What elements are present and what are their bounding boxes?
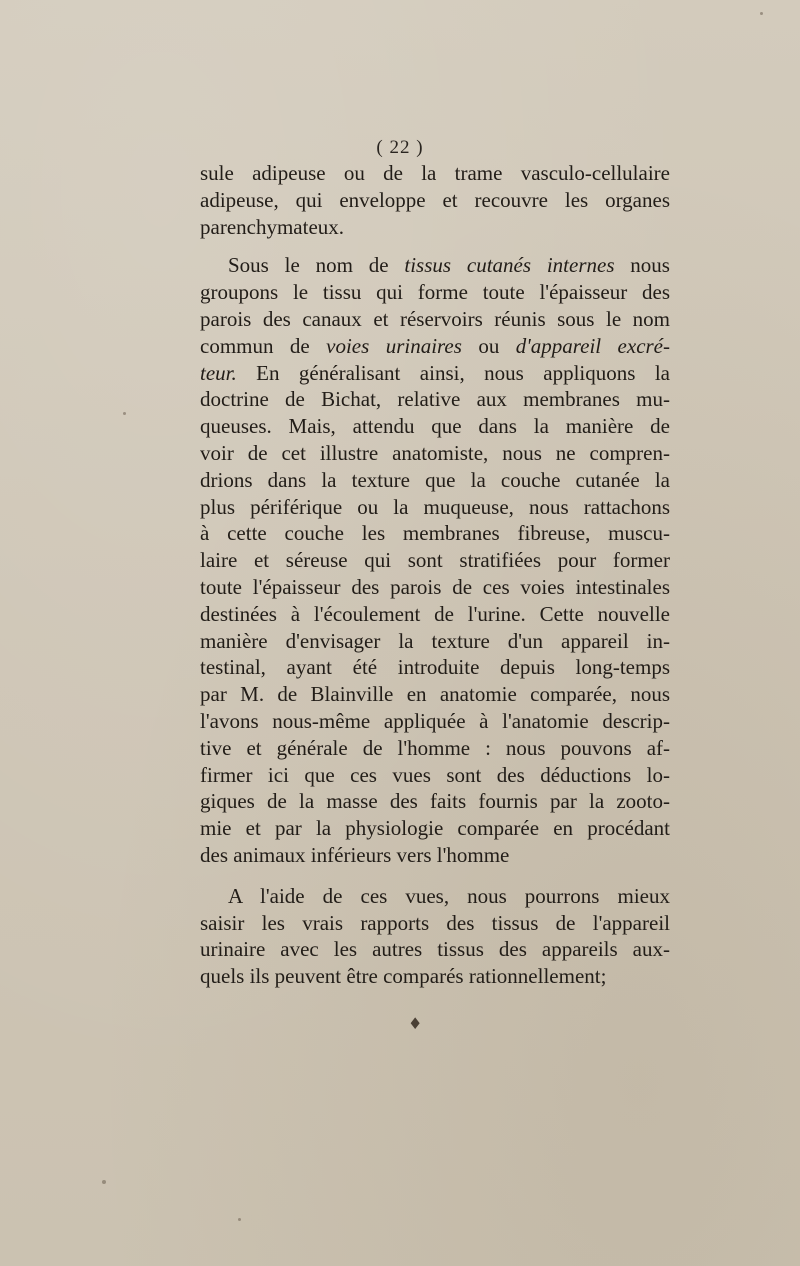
- text-line: teur. En généralisant ainsi, nous appliquons la: [200, 360, 670, 385]
- page-number: ( 22 ): [376, 137, 424, 158]
- text-line: des animaux inférieurs vers l'homme: [200, 842, 510, 867]
- paper-speck: [102, 1180, 106, 1184]
- text-line: Sous le nom de tissus cutanés internes nous: [228, 253, 670, 278]
- italic-term: teur.: [200, 360, 237, 385]
- text-line: giques de la masse des faits fournis par la zooto-: [200, 789, 670, 814]
- text-line: parenchymateux.: [200, 214, 345, 239]
- text-line: laire et séreuse qui sont stratifiées pour former: [200, 548, 670, 573]
- text-line: mie et par la physiologie comparée en procédant: [200, 816, 670, 841]
- text-line: A l'aide de ces vues, nous pourrons mieux: [228, 883, 670, 908]
- text-line: adipeuse, qui enveloppe et recouvre les organes: [200, 187, 670, 212]
- paragraph-2: [200, 252, 670, 868]
- text-line: firmer ici que ces vues sont des déductions lo-: [200, 762, 670, 787]
- text-line: toute l'épaisseur des parois de ces voies intestinales: [200, 574, 670, 599]
- text-line: plus périférique ou la muqueuse, nous rattachons: [200, 494, 670, 519]
- text-line: groupons le tissu qui forme toute l'épaisseur des: [200, 280, 670, 305]
- italic-term: voies urinaires: [326, 333, 462, 358]
- paragraph-1: [200, 160, 670, 240]
- text-line: manière d'envisager la texture d'un appareil in-: [200, 628, 670, 653]
- text-line: par M. de Blainville en anatomie comparée, nous: [200, 682, 670, 707]
- text-line: à cette couche les membranes fibreuse, muscu-: [200, 521, 670, 546]
- paragraph-3: [200, 883, 670, 990]
- text-line: voir de cet illustre anatomiste, nous ne compren-: [200, 440, 670, 465]
- italic-term: tissus cutanés internes: [404, 253, 615, 278]
- body-text: [200, 160, 670, 990]
- ink-mark-icon: ♦: [408, 1014, 423, 1033]
- text-line: testinal, ayant été introduite depuis long-temps: [200, 655, 670, 680]
- text-line: tive et générale de l'homme : nous pouvons af-: [200, 735, 670, 760]
- paper-speck: [760, 12, 763, 15]
- text-line: queuses. Mais, attendu que dans la manière de: [200, 414, 670, 439]
- text-line: quels ils peuvent être comparés rationnellement;: [200, 964, 607, 989]
- text-line: sule adipeuse ou de la trame vasculo-cellulaire: [200, 161, 670, 185]
- text-line: l'avons nous-même appliquée à l'anatomie descrip-: [200, 708, 670, 733]
- italic-term: d'appareil excré-: [515, 333, 670, 358]
- text-line: doctrine de Bichat, relative aux membranes mu-: [200, 387, 670, 412]
- paper-speck: [238, 1218, 241, 1221]
- text-line: urinaire avec les autres tissus des appareils aux-: [200, 937, 670, 962]
- text-line: drions dans la texture que la couche cutanée la: [200, 467, 670, 492]
- text-line: commun de voies urinaires ou d'appareil excré-: [200, 333, 670, 358]
- paper-speck: [123, 412, 126, 415]
- text-line: parois des canaux et réservoirs réunis sous le nom: [200, 306, 670, 331]
- text-line: destinées à l'écoulement de l'urine. Cette nouvelle: [200, 601, 670, 626]
- text-line: saisir les vrais rapports des tissus de l'appareil: [200, 910, 670, 935]
